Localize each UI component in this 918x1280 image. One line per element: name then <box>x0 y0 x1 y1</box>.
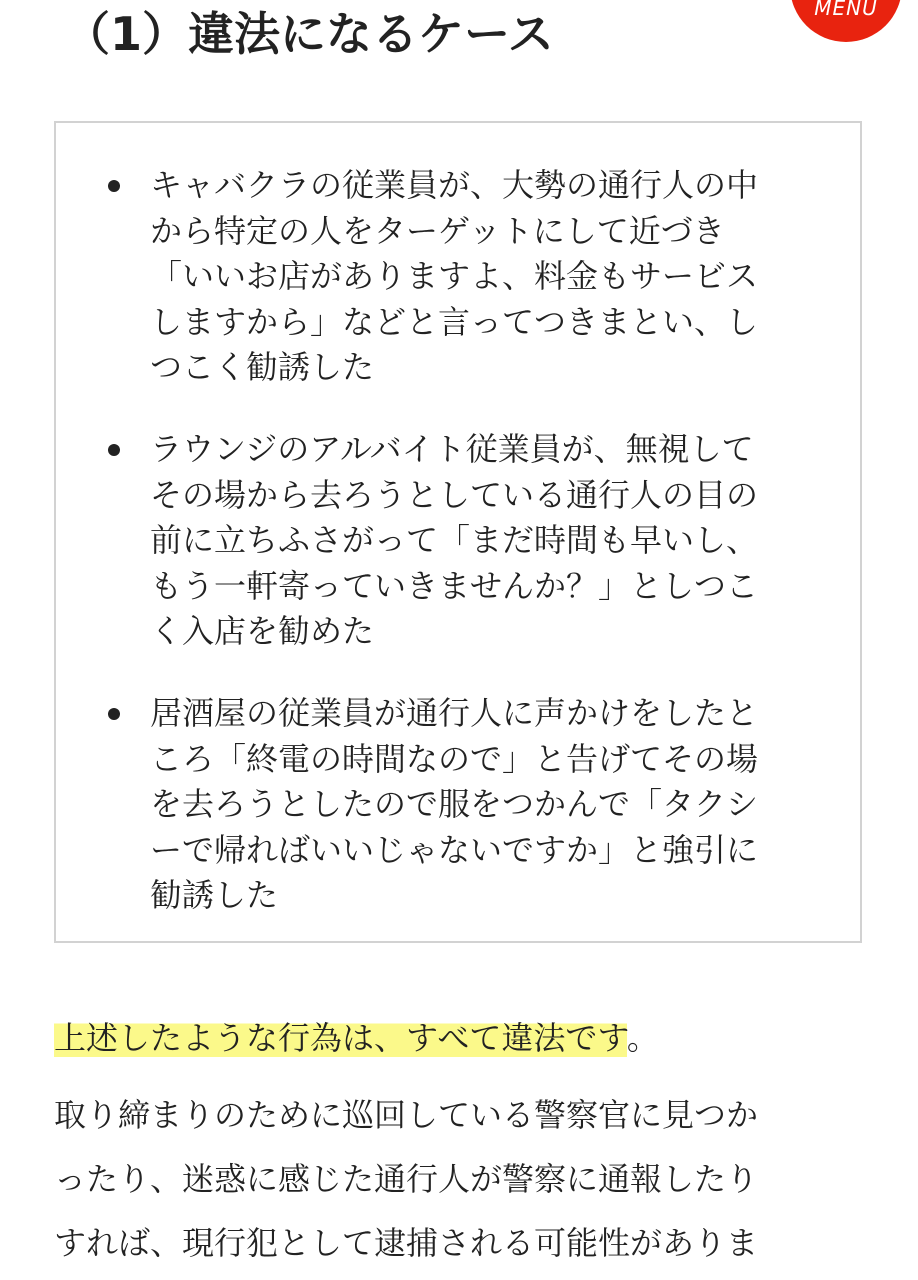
case-text-line: しますから」などと言ってつきまとい、し <box>150 302 759 341</box>
case-item-1 <box>150 163 840 391</box>
paragraph-line: ったり、迷惑に感じた通行人が警察に通報したり <box>54 1160 759 1198</box>
case-text-line: もう一軒寄っていきませんか？」としつこ <box>150 566 759 605</box>
paragraph-line: すれば、現行犯として逮捕される可能性がありま <box>54 1224 759 1262</box>
case-text-line: その場から去ろうとしている通行人の目の <box>150 475 759 514</box>
menu-label: MENU <box>814 0 878 20</box>
case-text-line: 「いいお店がありますよ、料金もサービス <box>150 257 759 295</box>
case-item-2 <box>150 427 840 655</box>
case-text-line: を去ろうとしたので服をつかんで「タクシ <box>150 785 759 823</box>
case-text-line: から特定の人をターゲットにして近づき <box>150 211 725 250</box>
illegal-cases-box <box>54 121 862 943</box>
body-paragraph <box>54 1083 874 1275</box>
case-text-line: 前に立ちふさがって「まだ時間も早いし、 <box>150 521 759 559</box>
case-item-3 <box>150 691 840 919</box>
case-text-line: つこく勧誘した <box>150 348 375 386</box>
case-text-line: 居酒屋の従業員が通行人に声かけをしたと <box>150 694 759 732</box>
bullet-icon <box>108 444 120 456</box>
summary-line <box>54 1014 659 1062</box>
case-text-line: ラウンジのアルバイト従業員が、無視して <box>150 430 754 468</box>
case-text-line: ころ「終電の時間なので」と告げてその場 <box>150 739 759 778</box>
case-text-line: ーで帰ればいいじゃないですか」と強引に <box>150 830 759 869</box>
highlighted-text: 上述したような行為は、すべて違法です <box>54 1019 627 1057</box>
section-heading: （1）違法になるケース <box>64 7 554 61</box>
bullet-icon <box>108 180 120 192</box>
menu-button[interactable] <box>790 0 902 42</box>
case-text-line: く入店を勧めた <box>150 612 375 650</box>
paragraph-line: 取り締まりのために巡回している警察官に見つか <box>54 1096 759 1134</box>
case-text-line: 勧誘した <box>150 876 279 914</box>
bullet-icon <box>108 708 120 720</box>
case-text-line: キャバクラの従業員が、大勢の通行人の中 <box>150 166 759 204</box>
summary-tail: 。 <box>626 1019 659 1057</box>
